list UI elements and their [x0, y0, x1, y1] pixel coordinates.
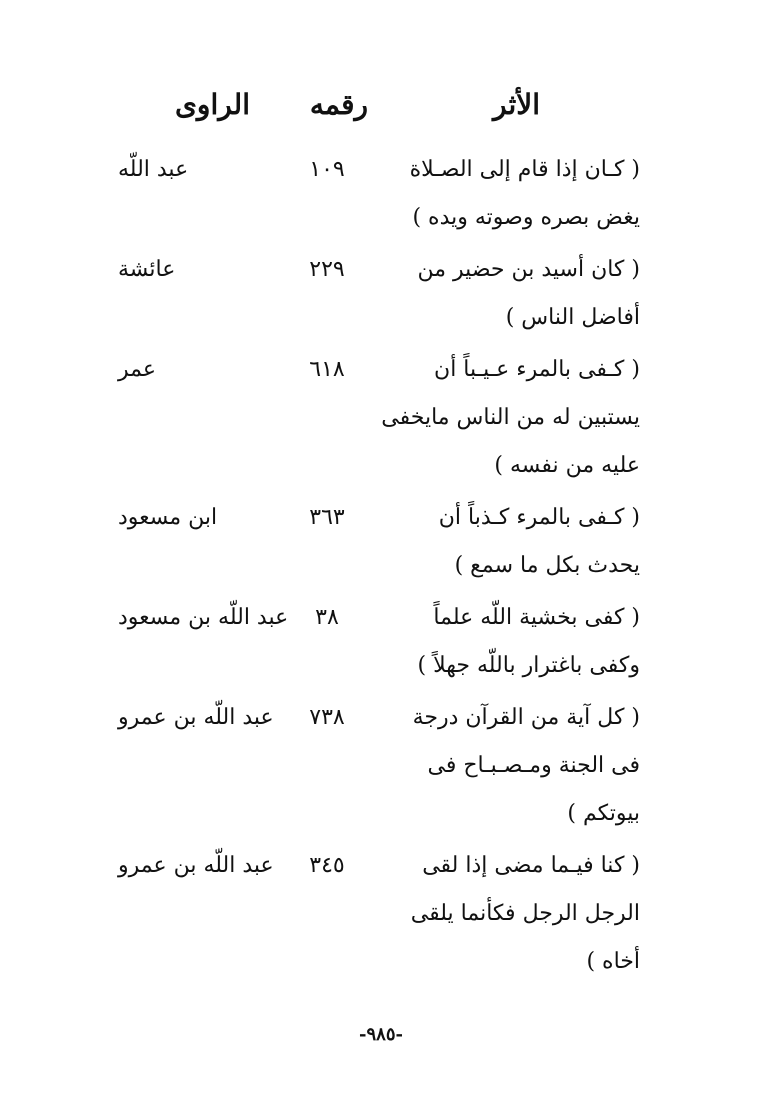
entry-row: [0, 246, 762, 342]
entry-number: ٣٤٥: [309, 853, 345, 878]
athar-line: ( كـفى بالمرء عـيـباً أن: [434, 357, 640, 382]
entry-row: [0, 842, 762, 986]
entry-row: [0, 346, 762, 490]
athar-line: ( كنا فيـما مضى إذا لقى: [422, 853, 640, 878]
athar-text: [378, 842, 640, 986]
entry-row: [0, 694, 762, 838]
athar-line: يستبين له من الناس مايخفى: [381, 405, 640, 430]
athar-text: [378, 246, 640, 342]
athar-line: يحدث بكل ما سمع ): [454, 553, 640, 578]
header-athar: الأثر: [493, 88, 540, 121]
athar-text: [378, 494, 640, 590]
athar-line: الرجل الرجل فكأنما يلقى: [410, 901, 640, 926]
entry-number: ٢٢٩: [309, 257, 345, 282]
header-rawi: الراوى: [175, 88, 250, 121]
athar-line: أفاضل الناس ): [505, 305, 640, 330]
entry-number: ٣٨: [315, 605, 339, 630]
entry-row: [0, 594, 762, 690]
column-headers: [0, 88, 762, 132]
header-raqm: رقمه: [309, 88, 368, 121]
athar-line: ( كل آية من القرآن درجة: [412, 705, 640, 730]
athar-line: ( كفى بخشية اللّه علماً: [433, 605, 640, 630]
entry-narrator: عبد اللّه بن عمرو: [118, 705, 274, 730]
athar-line: بيوتكم ): [567, 801, 640, 826]
entry-number: ١٠٩: [309, 157, 345, 182]
entry-number: ٦١٨: [309, 357, 345, 382]
entry-number: ٣٦٣: [309, 505, 345, 530]
athar-line: ( كـفى بالمرء كـذباً أن: [438, 505, 640, 530]
entry-narrator: ابن مسعود: [118, 505, 218, 530]
athar-text: [378, 346, 640, 490]
athar-line: أخاه ): [586, 949, 640, 974]
entry-narrator: عائشة: [118, 257, 176, 282]
page-number: -٩٨٥-: [359, 1024, 403, 1045]
athar-line: ( كـان إذا قام إلى الصـلاة: [409, 157, 640, 182]
athar-text: [378, 146, 640, 242]
entry-narrator: عبد اللّه: [118, 157, 189, 182]
athar-line: يغض بصره وصوته ويده ): [412, 205, 640, 230]
entry-row: [0, 494, 762, 590]
entry-row: [0, 146, 762, 242]
entry-number: ٧٣٨: [309, 705, 345, 730]
entry-narrator: عبد اللّه بن مسعود: [118, 605, 289, 630]
athar-line: فى الجنة ومـصـبـاح فى: [427, 753, 640, 778]
athar-line: عليه من نفسه ): [494, 453, 640, 478]
athar-line: وكفى باغترار باللّه جهلاً ): [417, 653, 640, 678]
athar-line: ( كان أسيد بن حضير من: [417, 257, 640, 282]
entry-narrator: عبد اللّه بن عمرو: [118, 853, 274, 878]
entry-narrator: عمر: [118, 357, 156, 382]
athar-text: [378, 694, 640, 838]
entries-list: [0, 146, 762, 990]
athar-text: [378, 594, 640, 690]
